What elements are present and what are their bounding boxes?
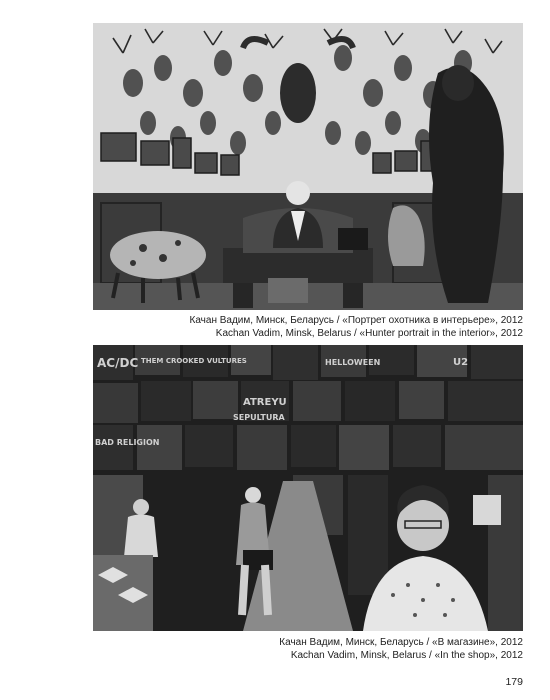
shirt-label-u2: U2 <box>453 357 469 368</box>
photo-1-caption <box>93 314 523 340</box>
desk <box>223 248 373 283</box>
hunter-photo-illustration <box>93 23 523 310</box>
shopper-head <box>245 487 261 503</box>
shop-photo-illustration <box>93 345 523 631</box>
shirt-label-bad-religion: BAD RELIGION <box>95 438 160 447</box>
souvenir-flags <box>93 555 153 631</box>
page-number: 179 <box>505 676 523 688</box>
shirt-label-sepultura: SEPULTURA <box>233 413 285 422</box>
photo-1-caption-en: Kachan Vadim, Minsk, Belarus / «Hunter portrait in the interior», 2012 <box>215 328 523 339</box>
shirt-label-acdc: AC/DC <box>97 356 139 370</box>
photo-2-caption-ru: Качан Вадим, Минск, Беларусь / «В магазине», 2012 <box>279 637 523 648</box>
shirt-label-atreyu: ATREYU <box>243 397 287 408</box>
shop-photo <box>93 345 523 631</box>
hunter-head <box>286 181 310 205</box>
photo-2-caption-en: Kachan Vadim, Minsk, Belarus / «In the shop», 2012 <box>290 650 523 661</box>
hunter-portrait-photo <box>93 23 523 310</box>
stuffed-boar <box>110 231 206 279</box>
photo-2-caption <box>93 636 523 662</box>
stuffed-bear <box>429 67 504 303</box>
photo-1-caption-ru: Качан Вадим, Минск, Беларусь / «Портрет охотника в интерьере», 2012 <box>189 315 523 326</box>
shirt-label-them-crooked-vultures: THEM CROOKED VULTURES <box>141 357 247 365</box>
moose-head <box>280 63 316 123</box>
shirt-label-helloween: HELLOWEEN <box>325 358 381 367</box>
